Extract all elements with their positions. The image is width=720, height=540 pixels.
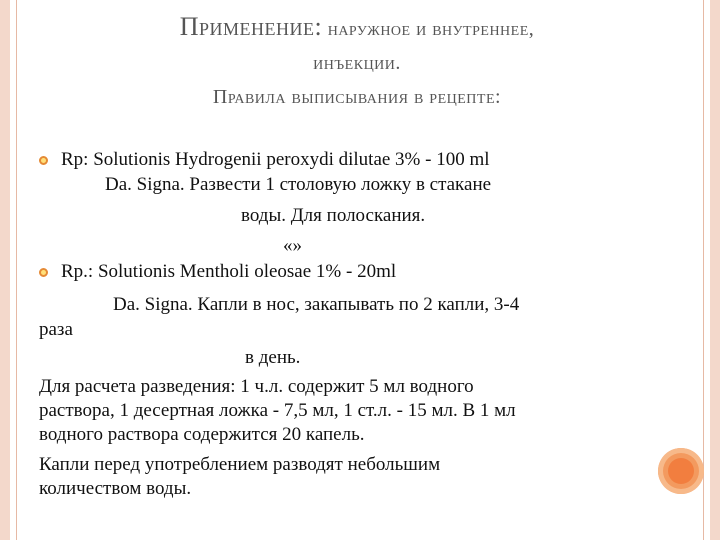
rx1-line-1: Rp: Solutionis Hydrogenii peroxydi dilutae 3% - 100 ml bbox=[61, 149, 490, 170]
bullet-icon bbox=[39, 156, 48, 165]
note1-line-3: водного раствора содержится 20 капель. bbox=[39, 424, 365, 445]
right-decor-stripe bbox=[710, 0, 720, 540]
decorative-orb-icon bbox=[658, 448, 704, 494]
title-subheading: наружное и внутреннее, bbox=[322, 18, 535, 40]
note2-line-1: Капли перед употреблением разводят небольшим bbox=[39, 454, 441, 475]
title-line-2: инъекции. bbox=[313, 52, 401, 74]
bullet-icon bbox=[39, 268, 48, 277]
rx1-line-2: Da. Signa. Развести 1 столовую ложку в стакане bbox=[105, 174, 492, 195]
title-heading: Применение: bbox=[179, 12, 323, 41]
note1-line-1: Для расчета разведения: 1 ч.л. содержит 5 мл водного bbox=[39, 376, 474, 397]
slide bbox=[16, 0, 704, 540]
rx1-line-3: воды. Для полоскания. bbox=[241, 205, 426, 226]
rx1-line-4: «» bbox=[283, 235, 302, 256]
rx2-line-2: Da. Signa. Капли в нос, закапывать по 2 капли, 3-4 bbox=[113, 294, 520, 315]
slide-title bbox=[57, 10, 657, 114]
left-decor-stripe bbox=[0, 0, 10, 540]
rx2-line-1: Rp.: Solutionis Mentholi oleosae 1% - 20ml bbox=[61, 261, 397, 282]
rx2-line-4: в день. bbox=[245, 347, 301, 368]
note1-line-2: раствора, 1 десертная ложка - 7,5 мл, 1 ст.л. - 15 мл. В 1 мл bbox=[39, 400, 516, 421]
title-line-3: Правила выписывания в рецепте: bbox=[212, 86, 502, 108]
title-line-1 bbox=[57, 10, 657, 46]
rx2-line-3: раза bbox=[39, 319, 73, 340]
note2-line-2: количеством воды. bbox=[39, 478, 192, 499]
